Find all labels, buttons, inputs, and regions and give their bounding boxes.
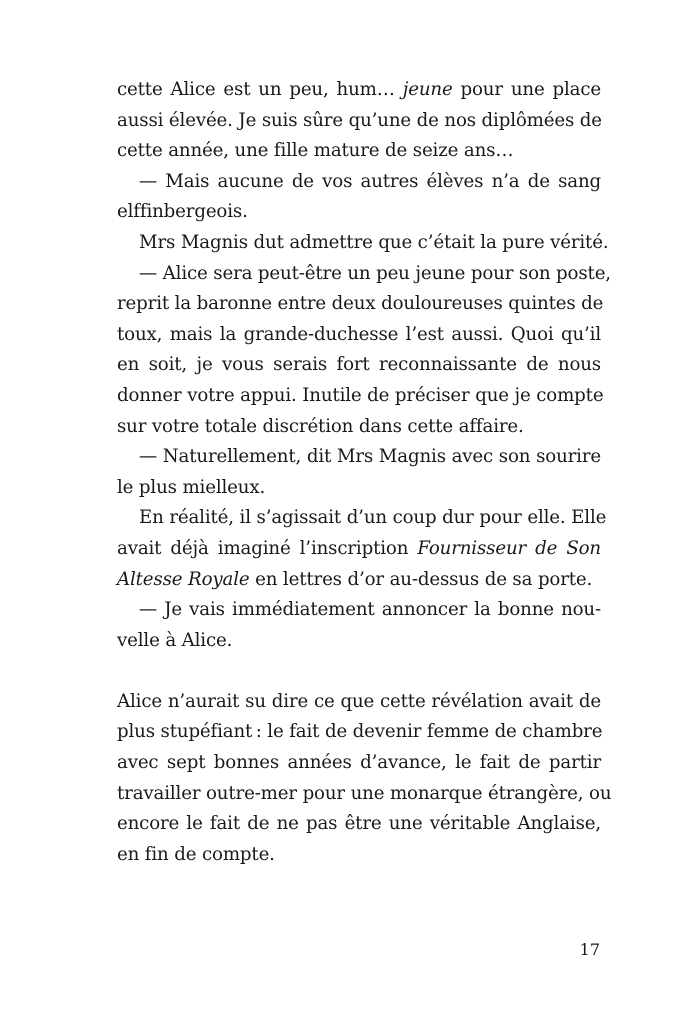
text-line: — Je vais immédiatement annoncer la bonne nou- bbox=[139, 599, 601, 621]
text-line: encore le fait de ne pas être une véritable Anglaise, bbox=[117, 813, 601, 835]
paragraph bbox=[117, 687, 612, 871]
text-line: en soit, je vous serais fort reconnaissante de nous bbox=[117, 354, 601, 376]
section-break bbox=[117, 656, 601, 687]
body-text bbox=[117, 75, 612, 870]
text-line: Mrs Magnis dut admettre que c’était la pure vérité. bbox=[139, 231, 609, 253]
text-line: Altesse Royale en lettres d’or au-dessus de sa porte. bbox=[117, 568, 593, 590]
text-line: reprit la baronne entre deux douloureuses quintes de bbox=[117, 293, 604, 315]
paragraph bbox=[117, 167, 601, 228]
italic-word: jeune bbox=[402, 79, 453, 100]
text-line: le plus mielleux. bbox=[117, 476, 266, 498]
text-line: velle à Alice. bbox=[117, 629, 233, 651]
italic-phrase: Altesse Royale bbox=[117, 568, 250, 590]
text-line: sur votre totale discrétion dans cette affaire. bbox=[117, 415, 524, 437]
italic-phrase: Fournisseur de Son bbox=[417, 537, 601, 559]
paragraph bbox=[117, 503, 607, 595]
text-line: donner votre appui. Inutile de préciser que je compte bbox=[117, 384, 604, 406]
text-line: cette Alice est un peu, hum… jeune pour une place bbox=[117, 79, 601, 100]
paragraph bbox=[117, 595, 601, 656]
paragraph bbox=[117, 228, 609, 259]
text-line: — Naturellement, dit Mrs Magnis avec son sourire bbox=[139, 446, 601, 468]
page-number: 17 bbox=[579, 940, 600, 959]
text-line: Alice n’aurait su dire ce que cette révélation avait de bbox=[117, 690, 601, 712]
text-line: aussi élevée. Je suis sûre qu’une de nos diplômées de bbox=[117, 109, 602, 131]
text-line: avec sept bonnes années d’avance, le fait de partir bbox=[117, 752, 601, 774]
paragraph bbox=[117, 259, 611, 443]
text-line: — Alice sera peut-être un peu jeune pour son poste, bbox=[139, 262, 611, 284]
paragraph bbox=[117, 442, 601, 503]
paragraph bbox=[117, 75, 601, 167]
text-line: avait déjà imaginé l’inscription Fournisseur de Son bbox=[117, 537, 601, 559]
text-line: travailler outre-mer pour une monarque étrangère, ou bbox=[117, 782, 612, 804]
text-line: En réalité, il s’agissait d’un coup dur pour elle. Elle bbox=[139, 507, 607, 529]
text-line: en fin de compte. bbox=[117, 843, 275, 865]
text-line: elffinbergeois. bbox=[117, 201, 248, 223]
text-line: cette année, une fille mature de seize ans… bbox=[117, 140, 514, 162]
text-line: plus stupéfiant : le fait de devenir femme de chambre bbox=[117, 721, 603, 743]
text-line: toux, mais la grande-duchesse l’est aussi. Quoi qu’il bbox=[117, 323, 601, 345]
text-line: — Mais aucune de vos autres élèves n’a de sang bbox=[139, 170, 601, 192]
